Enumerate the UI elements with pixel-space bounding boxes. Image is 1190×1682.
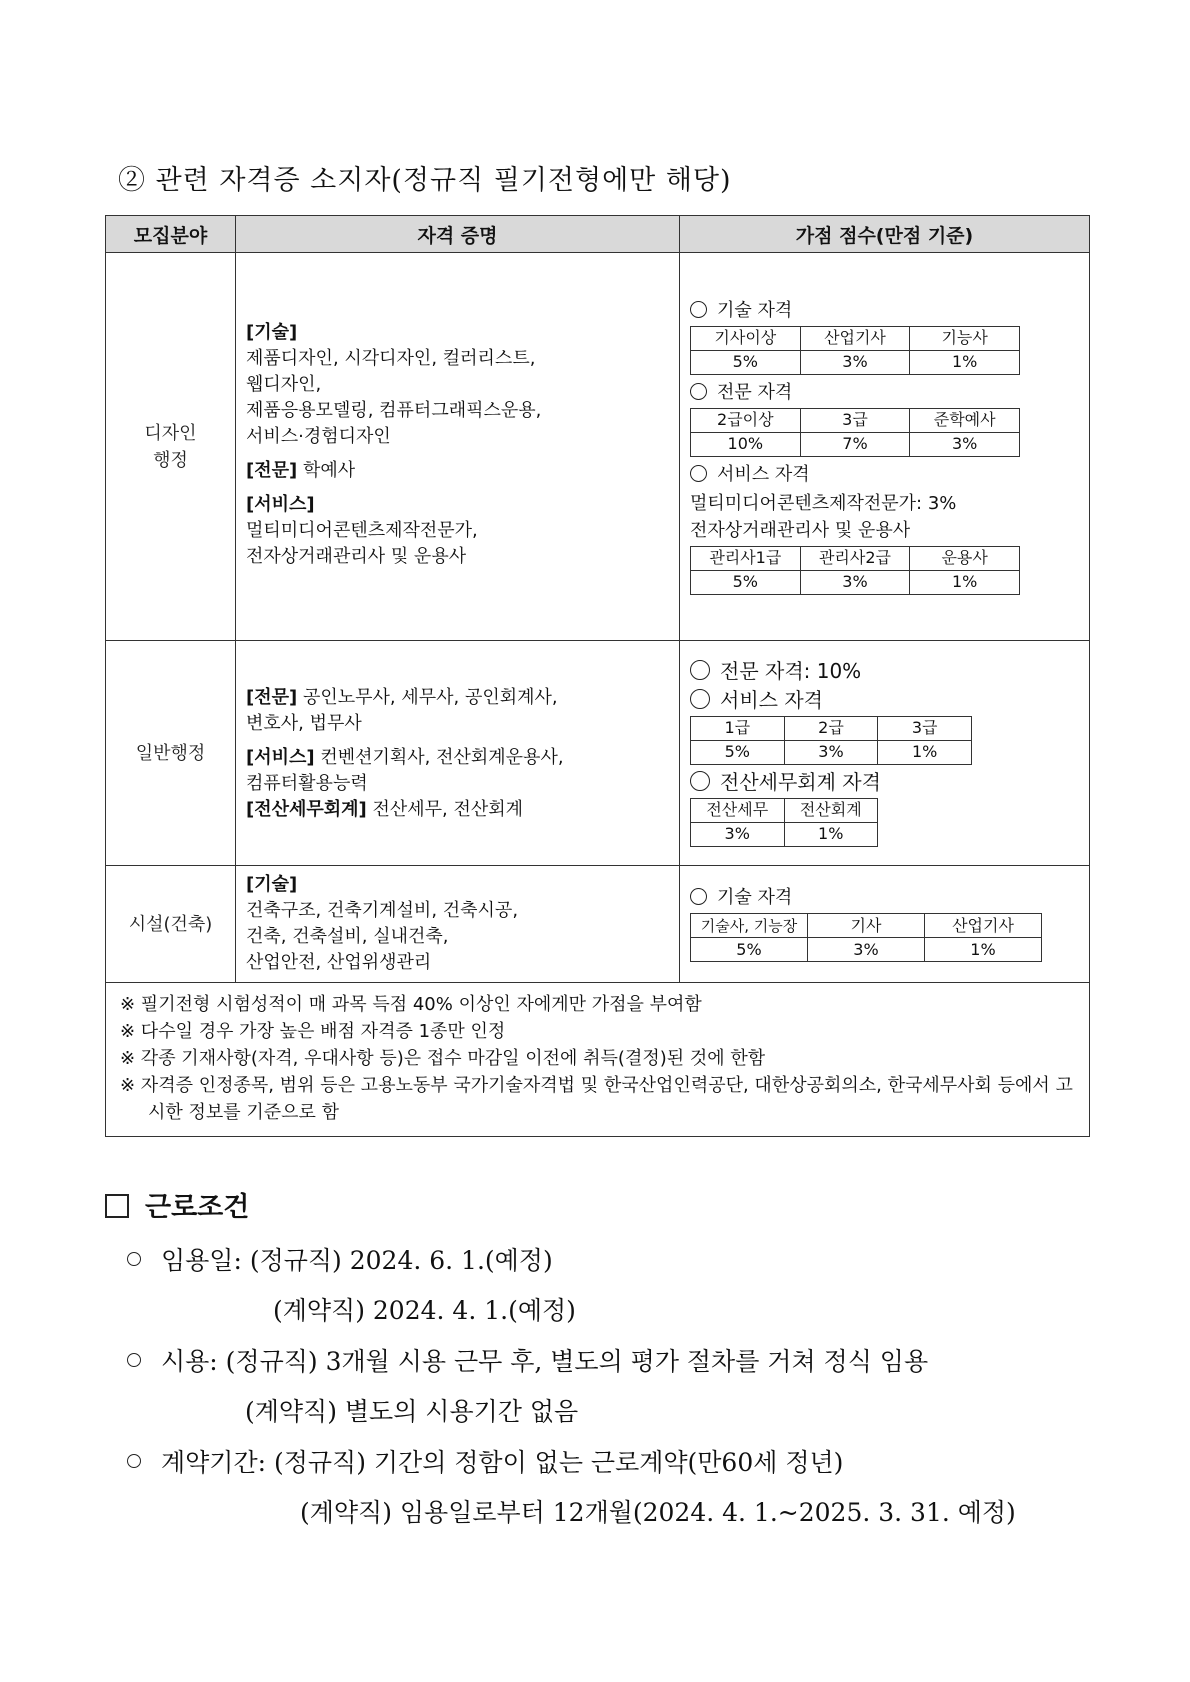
notes-cell (106, 983, 1090, 1137)
category-design: 디자인 행정 (106, 253, 236, 641)
facility-score: 기술 자격 기술사, 기능장 기사 산업기사 5% 3% 1% (680, 866, 1090, 983)
circle-bullet-icon (127, 1353, 141, 1367)
header-score: 가점 점수(만점 기준) (680, 216, 1090, 253)
circle-bullet-icon (690, 465, 707, 482)
facility-tech-score-table: 기술사, 기능장 기사 산업기사 5% 3% 1% (690, 913, 1042, 962)
circle-bullet-icon (690, 660, 710, 680)
note-item: ※ 다수일 경우 가장 높은 배점 자격증 1종만 인정 (120, 1021, 506, 1042)
start-date-line-2: (계약직) 2024. 4. 1.(예정) (273, 1296, 576, 1325)
circle-bullet-icon (127, 1252, 141, 1266)
note-item: ※ 각종 기재사항(자격, 우대사항 등)은 접수 마감일 이전에 취득(결정)된 것에 한함 (120, 1048, 766, 1069)
general-acc-score-table: 전산세무 전산회계 3% 1% (690, 798, 878, 847)
probation-line: 시용: (정규직) 3개월 시용 근무 후, 별도의 평가 절차를 거쳐 정식 임용 (127, 1342, 928, 1378)
working-conditions-title: 근로조건 (105, 1185, 249, 1224)
probation-line-2: (계약직) 별도의 시용기간 없음 (245, 1397, 579, 1426)
general-score: 전문 자격: 10% 서비스 자격 1급 2급 3급 5% 3% 1% 전산세무회계 자격 전산세무 전산회계 3% 1% (680, 641, 1090, 866)
table-row-general (106, 641, 1090, 866)
design-tech-block: [기술] 제품디자인, 시각디자인, 컬러리스트, 웹디자인, 제품응용모델링, 컴퓨터그래픽스운용, 서비스·경험디자인 (246, 321, 542, 447)
section-title: ② 관련 자격증 소지자(정규직 필기전형에만 해당) (118, 165, 732, 196)
design-qualifications (236, 253, 680, 641)
note-item: ※ 필기전형 시험성적이 매 과목 득점 40% 이상인 자에게만 가점을 부여함 (120, 994, 702, 1015)
qualification-table (105, 215, 1090, 1137)
circle-bullet-icon (127, 1454, 141, 1468)
design-svc-score-table: 관리사1급 관리사2급 운용사 5% 3% 1% (690, 546, 1020, 595)
header-certificate: 자격 증명 (236, 216, 680, 253)
table-header-row (106, 216, 1090, 253)
header-field: 모집분야 (106, 216, 236, 253)
circle-bullet-icon (690, 771, 710, 791)
table-row-design (106, 253, 1090, 641)
square-bullet-icon (105, 1194, 129, 1218)
design-score: 기술 자격 기사이상 산업기사 기능사 5% 3% 1% 전문 자격 2급이상 3급 준학예사 10% 7% 3% 서비스 자격 멀티미디어콘텐츠제작전문가: 3% 전자상거래관리사 및 운용사 관리사1급 관리사2급 운용사 5% 3% 1% (680, 253, 1090, 641)
category-facility: 시설(건축) (106, 866, 236, 983)
table-row-facility (106, 866, 1090, 983)
category-general: 일반행정 (106, 641, 236, 866)
design-pro-block: [전문] 학예사 (246, 459, 356, 481)
design-svc-block: [서비스] 멀티미디어콘텐츠제작전문가, 전자상거래관리사 및 운용사 (246, 493, 478, 567)
circle-bullet-icon (690, 689, 710, 709)
general-qualifications: [전문] 공인노무사, 세무사, 공인회계사, 변호사, 법무사 [서비스] 컨벤션기획사, 전산회계운용사, 컴퓨터활용능력 [전산세무회계] 전산세무, 전산회계 (236, 641, 680, 866)
facility-qualifications: [기술] 건축구조, 건축기계설비, 건축시공, 건축, 건축설비, 실내건축, 산업안전, 산업위생관리 (236, 866, 680, 983)
design-tech-score-table: 기사이상 산업기사 기능사 5% 3% 1% (690, 326, 1020, 375)
start-date-line: 임용일: (정규직) 2024. 6. 1.(예정) (127, 1241, 553, 1277)
circle-bullet-icon (690, 888, 707, 905)
circle-bullet-icon (690, 301, 707, 318)
design-pro-score-table: 2급이상 3급 준학예사 10% 7% 3% (690, 408, 1020, 457)
contract-term-line-2: (계약직) 임용일로부터 12개월(2024. 4. 1.~2025. 3. 31. 예정) (300, 1498, 1016, 1527)
circle-bullet-icon (690, 383, 707, 400)
table-row-notes (106, 983, 1090, 1137)
general-svc-score-table: 1급 2급 3급 5% 3% 1% (690, 716, 972, 765)
contract-term-line: 계약기간: (정규직) 기간의 정함이 없는 근로계약(만60세 정년) (127, 1443, 843, 1479)
note-item: ※ 자격증 인정종목, 범위 등은 고용노동부 국가기술자격법 및 한국산업인력공단, 대한상공회의소, 한국세무사회 등에서 고시한 정보를 기준으로 함 (120, 1075, 1073, 1123)
